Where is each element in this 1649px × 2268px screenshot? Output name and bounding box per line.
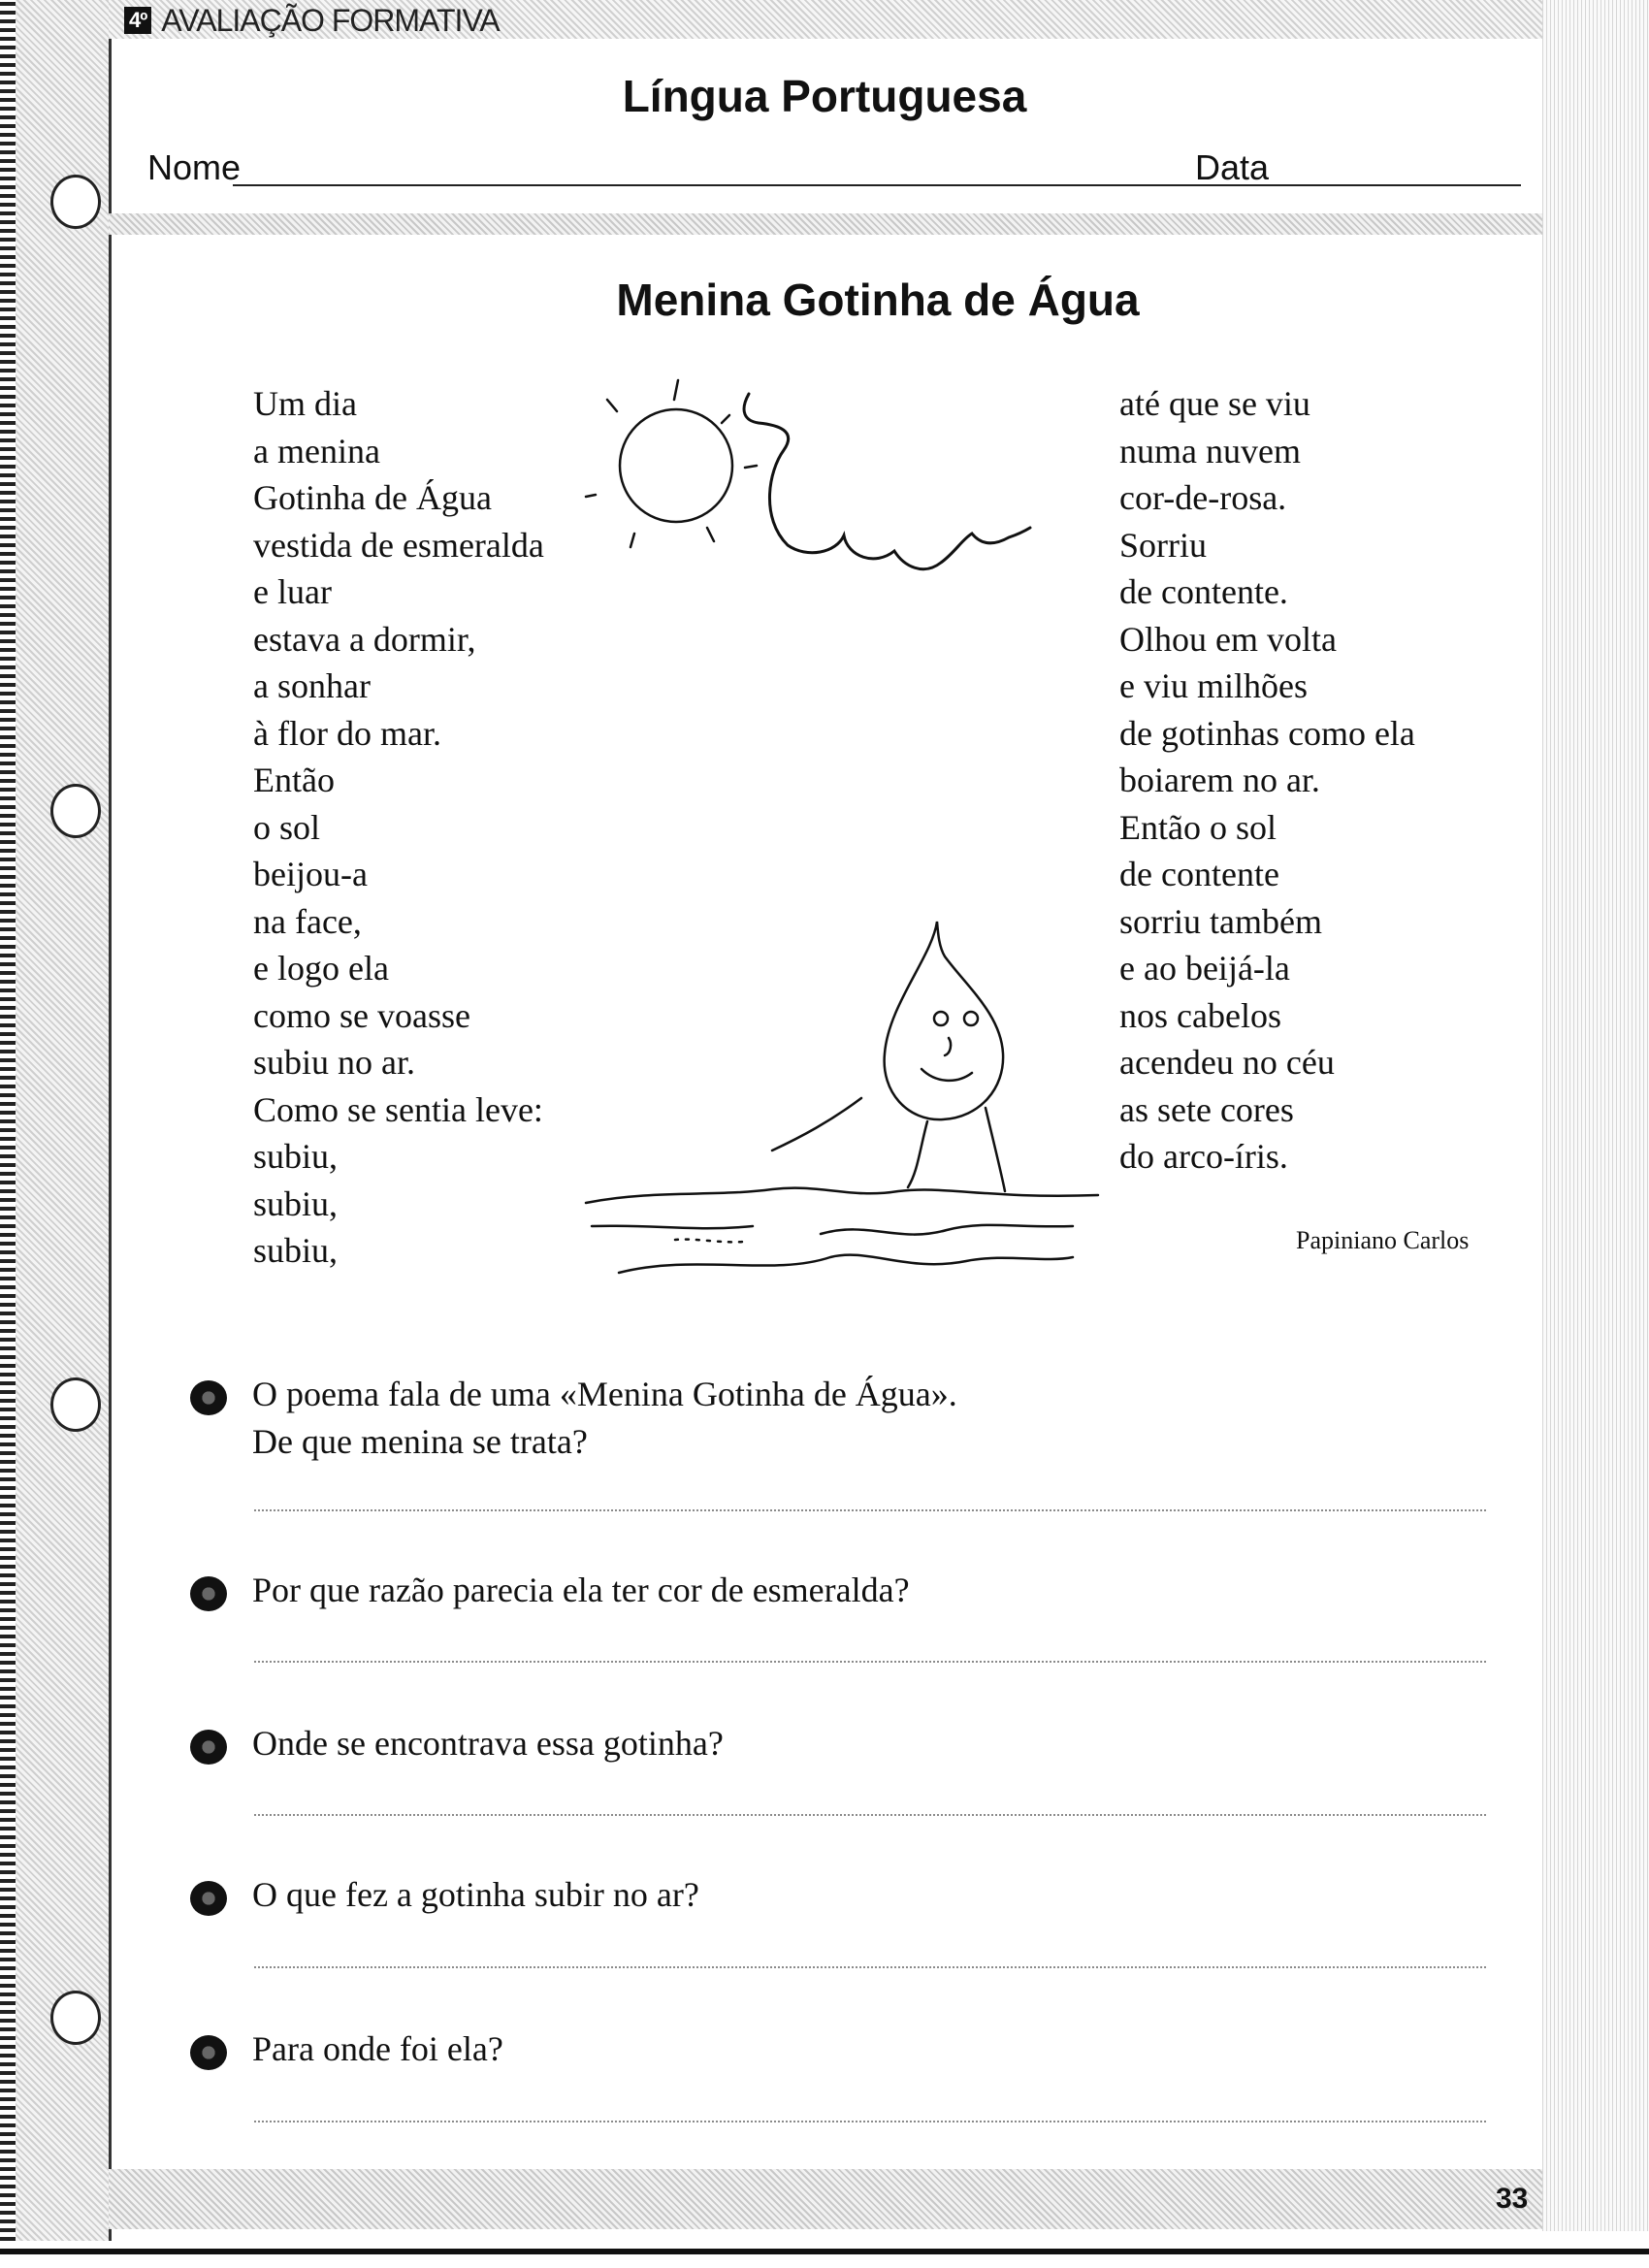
grade-badge: 4º: [124, 7, 151, 34]
poem-line: Olhou em volta: [1119, 619, 1337, 659]
poem-line: as sete cores: [1119, 1089, 1294, 1129]
right-margin-strip: [1542, 0, 1649, 2231]
sun-icon: [586, 380, 757, 547]
question-text: Para onde foi ela?: [252, 2029, 503, 2068]
poem-line: até que se viu: [1119, 384, 1310, 423]
cloud-icon: [744, 394, 1030, 569]
date-label: Data: [1195, 147, 1270, 187]
poem-line: beijou-a: [253, 855, 368, 893]
poem-line: subiu,: [253, 1183, 339, 1223]
poem-line: o sol: [253, 807, 321, 847]
assessment-header: [124, 4, 500, 37]
poem-line: de contente: [1119, 855, 1279, 893]
question-bullet-icon: [190, 1730, 227, 1765]
subject-title: Língua Portuguesa: [622, 71, 1027, 121]
punch-hole: [50, 175, 101, 229]
date-field[interactable]: [1265, 184, 1521, 186]
poem-line: estava a dormir,: [253, 619, 476, 659]
poem-line: subiu no ar.: [253, 1043, 415, 1082]
poem-line: e viu milhões: [1119, 666, 1308, 705]
sea-waves-icon: [586, 1098, 1098, 1273]
question-text: Onde se encontrava essa gotinha?: [252, 1724, 724, 1763]
poem-line: Então: [253, 761, 335, 799]
poem-line: como se voasse: [253, 995, 470, 1035]
answer-line[interactable]: [254, 1509, 1486, 1511]
poem-line: Então o sol: [1119, 807, 1277, 847]
name-date-row: [147, 147, 1521, 190]
poem-line: Um dia: [253, 384, 357, 423]
binding-edge: [0, 0, 16, 2241]
question-text: Por que razão parecia ela ter cor de esmeralda?: [252, 1571, 910, 1609]
poem-title: Menina Gotinha de Água: [616, 275, 1140, 325]
answer-line[interactable]: [254, 1661, 1486, 1663]
poem-line: a sonhar: [253, 666, 371, 705]
question-bullet-icon: [190, 1881, 227, 1916]
question-bullet-icon: [190, 2035, 227, 2070]
poem-line: boiarem no ar.: [1119, 761, 1320, 799]
poem-line: na face,: [253, 901, 362, 941]
question-line: De que menina se trata?: [252, 1421, 588, 1461]
poem-author: Papiniano Carlos: [1296, 1226, 1470, 1254]
water-drop-character-icon: [885, 922, 1003, 1119]
poem-line: vestida de esmeralda: [253, 525, 544, 565]
sun-and-cloud-illustration: [574, 373, 1098, 596]
name-field[interactable]: [233, 184, 1300, 186]
question-line: O poema fala de uma «Menina Gotinha de Água».: [252, 1375, 957, 1413]
answer-line[interactable]: [254, 1814, 1486, 1816]
poem-line: à flor do mar.: [253, 713, 441, 753]
name-label: Nome: [147, 147, 242, 187]
poem-left-column: [253, 380, 544, 1275]
poem-line: numa nuvem: [1119, 431, 1301, 470]
poem-line: de gotinhas como ela: [1119, 713, 1415, 753]
poem-line: nos cabelos: [1119, 995, 1281, 1035]
poem-line: e ao beijá-la: [1119, 949, 1290, 988]
answer-line[interactable]: [254, 2121, 1486, 2122]
answer-line[interactable]: [254, 1966, 1486, 1968]
poem-line: Sorriu: [1119, 525, 1207, 565]
bottom-rule: [0, 2249, 1649, 2254]
page-number: 33: [1496, 2183, 1529, 2215]
question-text: [252, 1371, 957, 1465]
poem-line: Como se sentia leve:: [253, 1089, 543, 1129]
poem-line: sorriu também: [1119, 901, 1322, 941]
assessment-label: AVALIAÇÃO FORMATIVA: [161, 2, 500, 38]
punch-hole: [50, 1991, 101, 2045]
question-bullet-icon: [190, 1576, 227, 1611]
poem-line: cor-de-rosa.: [1119, 478, 1287, 517]
punch-hole: [50, 784, 101, 838]
poem-line: a menina: [253, 431, 380, 470]
water-drop-illustration: [578, 918, 1121, 1286]
poem-line: Gotinha de Água: [253, 478, 492, 517]
poem-line: acendeu no céu: [1119, 1043, 1335, 1082]
poem-line: do arco-íris.: [1119, 1137, 1288, 1176]
question-text: O que fez a gotinha subir no ar?: [252, 1875, 699, 1914]
poem-line: de contente.: [1119, 572, 1288, 611]
poem-line: subiu,: [253, 1231, 339, 1270]
poem-line: e logo ela: [253, 949, 389, 988]
binding-margin: [0, 0, 112, 2241]
section-divider: [109, 213, 1542, 235]
poem-line: e luar: [253, 572, 332, 611]
poem-line: subiu,: [253, 1137, 339, 1176]
bottom-band: [109, 2169, 1542, 2229]
punch-hole: [50, 1377, 101, 1432]
poem-right-column: [1119, 380, 1415, 1181]
question-bullet-icon: [190, 1380, 227, 1415]
